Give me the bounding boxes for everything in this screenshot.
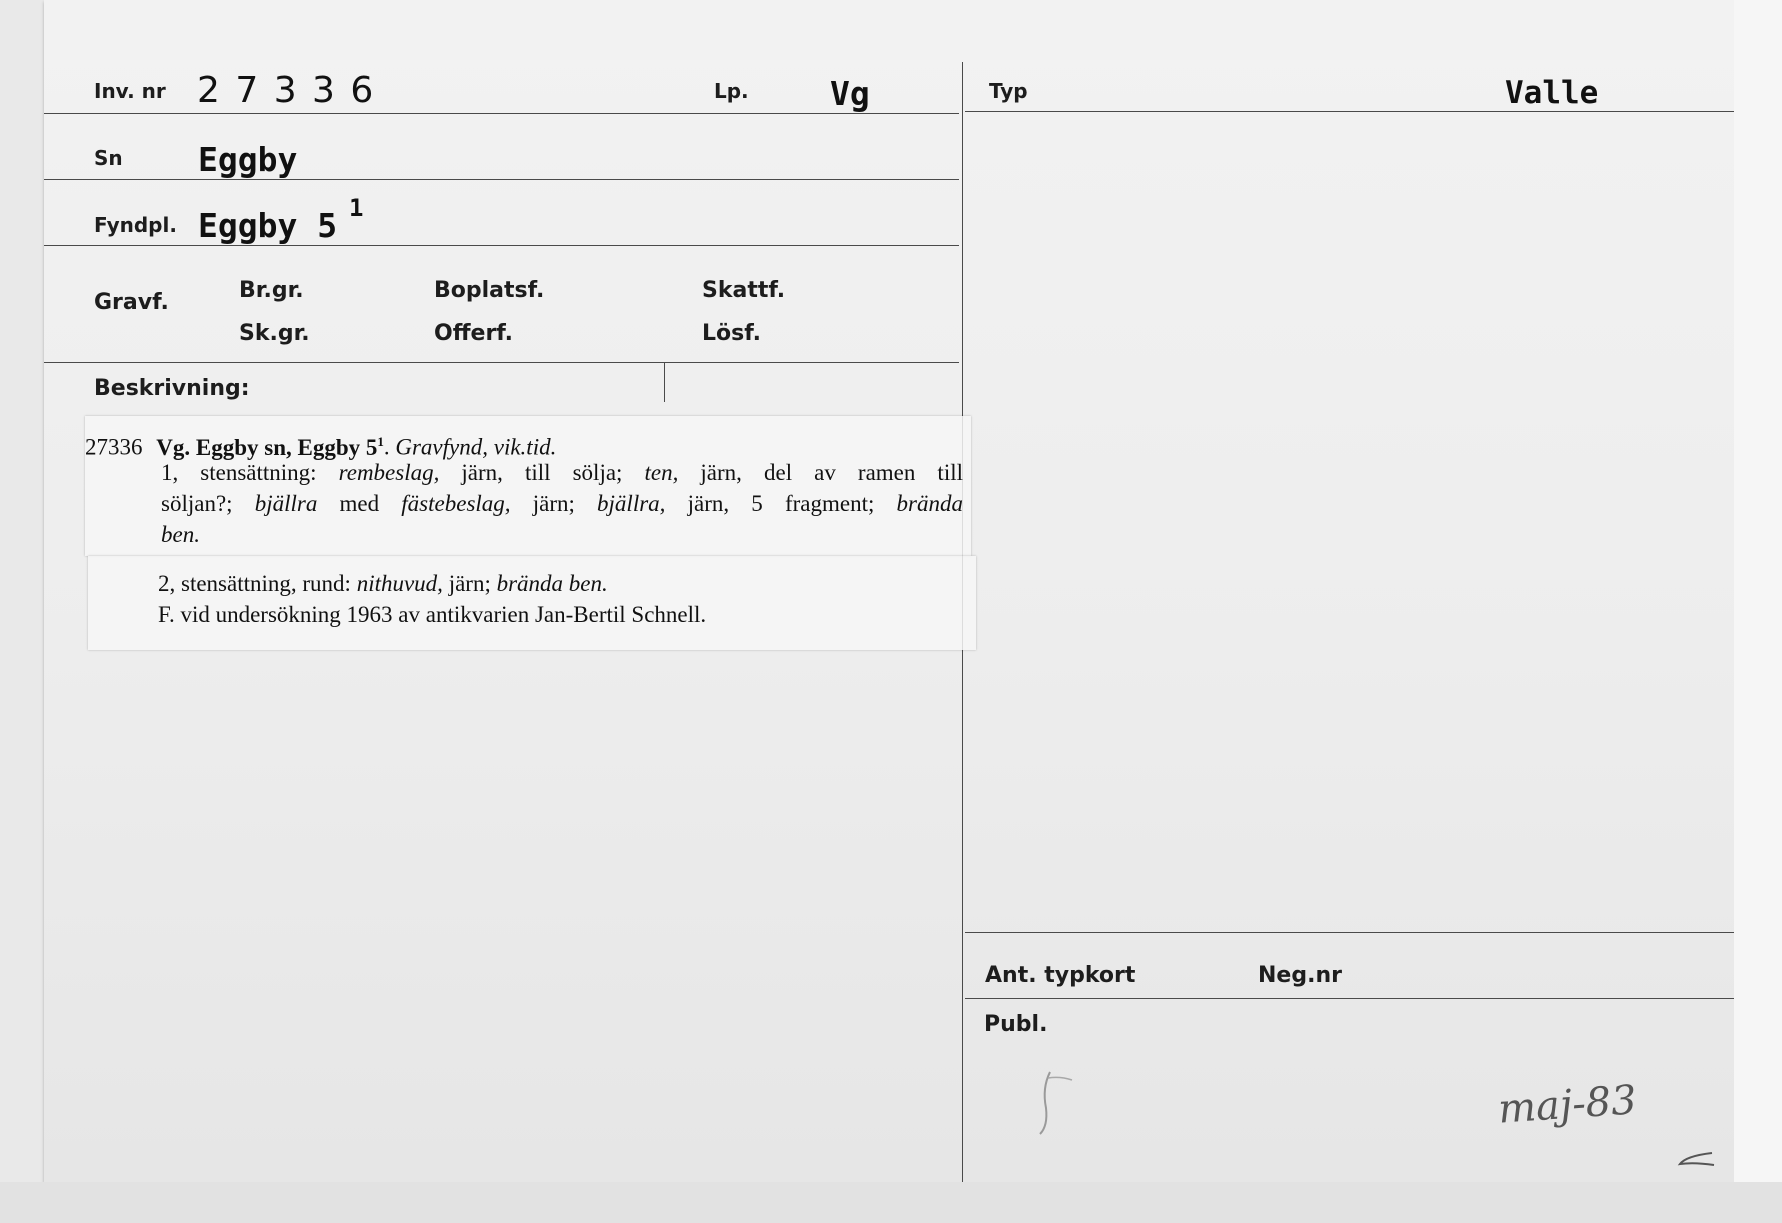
sn-value: Eggby [198,140,298,179]
handwritten-date: maj-83 [1496,1077,1639,1133]
card-edge [1734,0,1782,1223]
typ-value: Valle [1505,75,1599,111]
fyndpl-value: Eggby 5 [198,206,338,245]
lp-label: Lp. [714,79,749,103]
rule-ant-typkort [965,932,1734,933]
description-line-5: 2, stensättning, rund: nithuvud, järn; brända ben. [158,571,608,596]
lp-value: Vg [830,74,870,113]
rule-publ [965,998,1734,999]
sn-label: Sn [94,146,123,170]
rule-fyndtyp [44,362,959,363]
description-line-1: 27336 Vg. Eggby sn, Eggby $5^1$. Gravfynd, vik.tid. [85,434,557,460]
brgr-label: Br.gr. [239,278,304,303]
negnr-label: Neg.nr [1258,963,1342,988]
description-line-6: F. vid undersökning 1963 av antikvarien Jan-Bertil Schnell. [158,602,707,627]
boplatsf-label: Boplatsf. [434,278,545,303]
description-line-4: ben. [161,522,200,547]
card-bottom-edge [0,1182,1782,1223]
skattf-label: Skattf. [702,278,786,303]
description-line-2: 1, stensättning: rembeslag, järn, till sölja; ten, järn, del av ramen till [161,460,963,485]
rule-fyndpl [44,245,959,246]
inv-nr-value: 2 7 3 3 6 [197,70,376,111]
losf-label: Lösf. [702,321,761,346]
typ-label: Typ [989,79,1028,103]
rule-top-right [965,111,1734,112]
fyndpl-superscript: 1 [349,194,364,222]
handwritten-mark-icon [1676,1150,1716,1170]
description-clipping-2 [88,556,976,650]
skgr-label: Sk.gr. [239,321,310,346]
rule-sn [44,179,959,180]
rule-fyndtyp-divider [664,362,665,402]
pencil-stroke-icon [1020,1068,1080,1138]
inv-nr-label: Inv. nr [94,79,166,103]
description-clipping-1 [85,416,971,556]
description-line-3: söljan?; bjällra med fästebeslag, järn; bjällra, järn, 5 fragment; brända [161,491,963,516]
publ-label: Publ. [984,1012,1048,1037]
offerf-label: Offerf. [434,321,514,346]
beskrivning-label: Beskrivning: [94,376,250,401]
gravf-label: Gravf. [94,290,169,315]
fyndpl-label: Fyndpl. [94,213,177,237]
rule-top-left [44,113,959,114]
ant-typkort-label: Ant. typkort [985,963,1136,988]
